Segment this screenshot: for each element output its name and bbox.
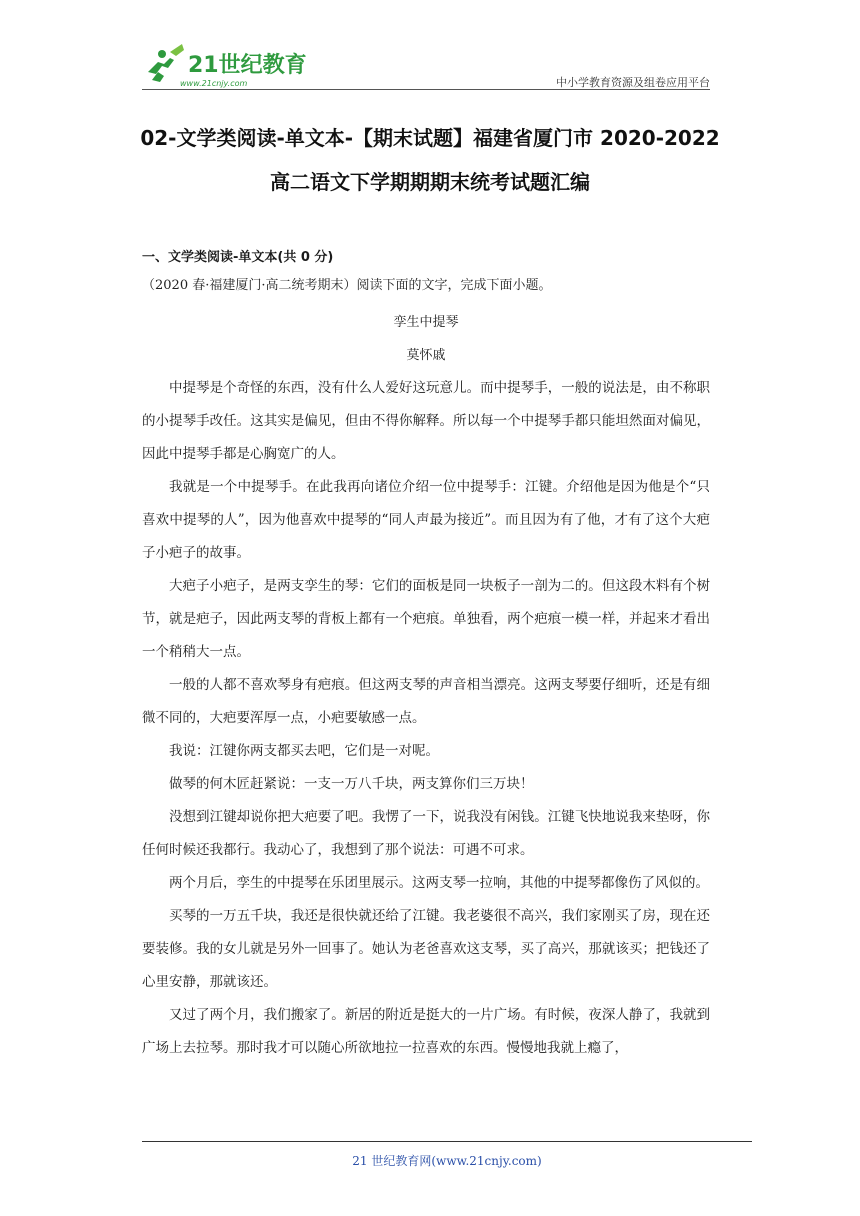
logo-text: 21世纪教育 bbox=[188, 53, 307, 78]
logo-21cnjy bbox=[142, 42, 312, 90]
paragraph: 两个月后，孪生的中提琴在乐团里展示。这两支琴一拉响，其他的中提琴都像伤了风似的。 bbox=[169, 875, 709, 891]
question-intro: （2020 春·福建厦门·高二统考期末）阅读下面的文字，完成下面小题。 bbox=[142, 278, 552, 293]
story-body bbox=[142, 372, 710, 1065]
story-author: 莫怀戚 bbox=[406, 348, 446, 363]
section-heading: 一、文学类阅读-单文本(共 0 分) bbox=[142, 250, 334, 265]
logo-url: www.21cnjy.com bbox=[180, 79, 248, 88]
paragraph: 买琴的一万五千块，我还是很快就还给了江键。我老婆很不高兴，我们家刚买了房，现在还要装修。我的女儿就是另外一回事了。她认为老爸喜欢这支琴，买了高兴，那就该买；把钱还了心里安静，那就该还。 bbox=[142, 908, 710, 990]
paragraph: 大疤子小疤子，是两支孪生的琴：它们的面板是同一块板子一剖为二的。但这段木料有个树节，就是疤子，因此两支琴的背板上都有一个疤痕。单独看，两个疤痕一模一样，并起来才看出一个稍稍大一点。 bbox=[142, 578, 710, 660]
paragraph: 做琴的何木匠赶紧说：一支一万八千块，两支算你们三万块！ bbox=[169, 776, 534, 792]
paragraph: 我说：江键你两支都买去吧，它们是一对呢。 bbox=[169, 743, 439, 759]
paragraph: 没想到江键却说你把大疤要了吧。我愣了一下，说我没有闲钱。江键飞快地说我来垫呀，你任何时候还我都行。我动心了，我想到了那个说法：可遇不可求。 bbox=[142, 809, 710, 858]
header-divider bbox=[142, 89, 710, 90]
paragraph: 一般的人都不喜欢琴身有疤痕。但这两支琴的声音相当漂亮。这两支琴要仔细听，还是有细微不同的，大疤要浑厚一点，小疤要敏感一点。 bbox=[142, 677, 710, 726]
paragraph: 我就是一个中提琴手。在此我再向诸位介绍一位中提琴手：江键。介绍他是因为他是个“只喜欢中提琴的人”，因为他喜欢中提琴的“同人声最为接近”。而且因为有了他，才有了这个大疤子小疤子的故事。 bbox=[142, 479, 710, 561]
header-platform-text: 中小学教育资源及组卷应用平台 bbox=[556, 76, 710, 89]
story-title: 孪生中提琴 bbox=[393, 315, 459, 330]
page-header bbox=[142, 42, 710, 92]
footer-link[interactable]: 21 世纪教育网(www.21cnjy.com) bbox=[352, 1154, 542, 1168]
paragraph: 又过了两个月，我们搬家了。新居的附近是挺大的一片广场。有时候，夜深人静了，我就到广场上去拉琴。那时我才可以随心所欲地拉一拉喜欢的东西。慢慢地我就上瘾了， bbox=[142, 1007, 710, 1056]
doc-title-line2: 高二语文下学期期期末统考试题汇编 bbox=[270, 170, 590, 194]
paragraph: 中提琴是个奇怪的东西，没有什么人爱好这玩意儿。而中提琴手，一般的说法是，由不称职的小提琴手改任。这其实是偏见，但由不得你解释。所以每一个中提琴手都只能坦然面对偏见，因此中提琴手都是心胸宽广的人。 bbox=[142, 380, 710, 462]
doc-title-line1: 02-文学类阅读-单文本-【期末试题】福建省厦门市 2020-2022 bbox=[140, 126, 720, 150]
footer-divider bbox=[142, 1141, 752, 1142]
